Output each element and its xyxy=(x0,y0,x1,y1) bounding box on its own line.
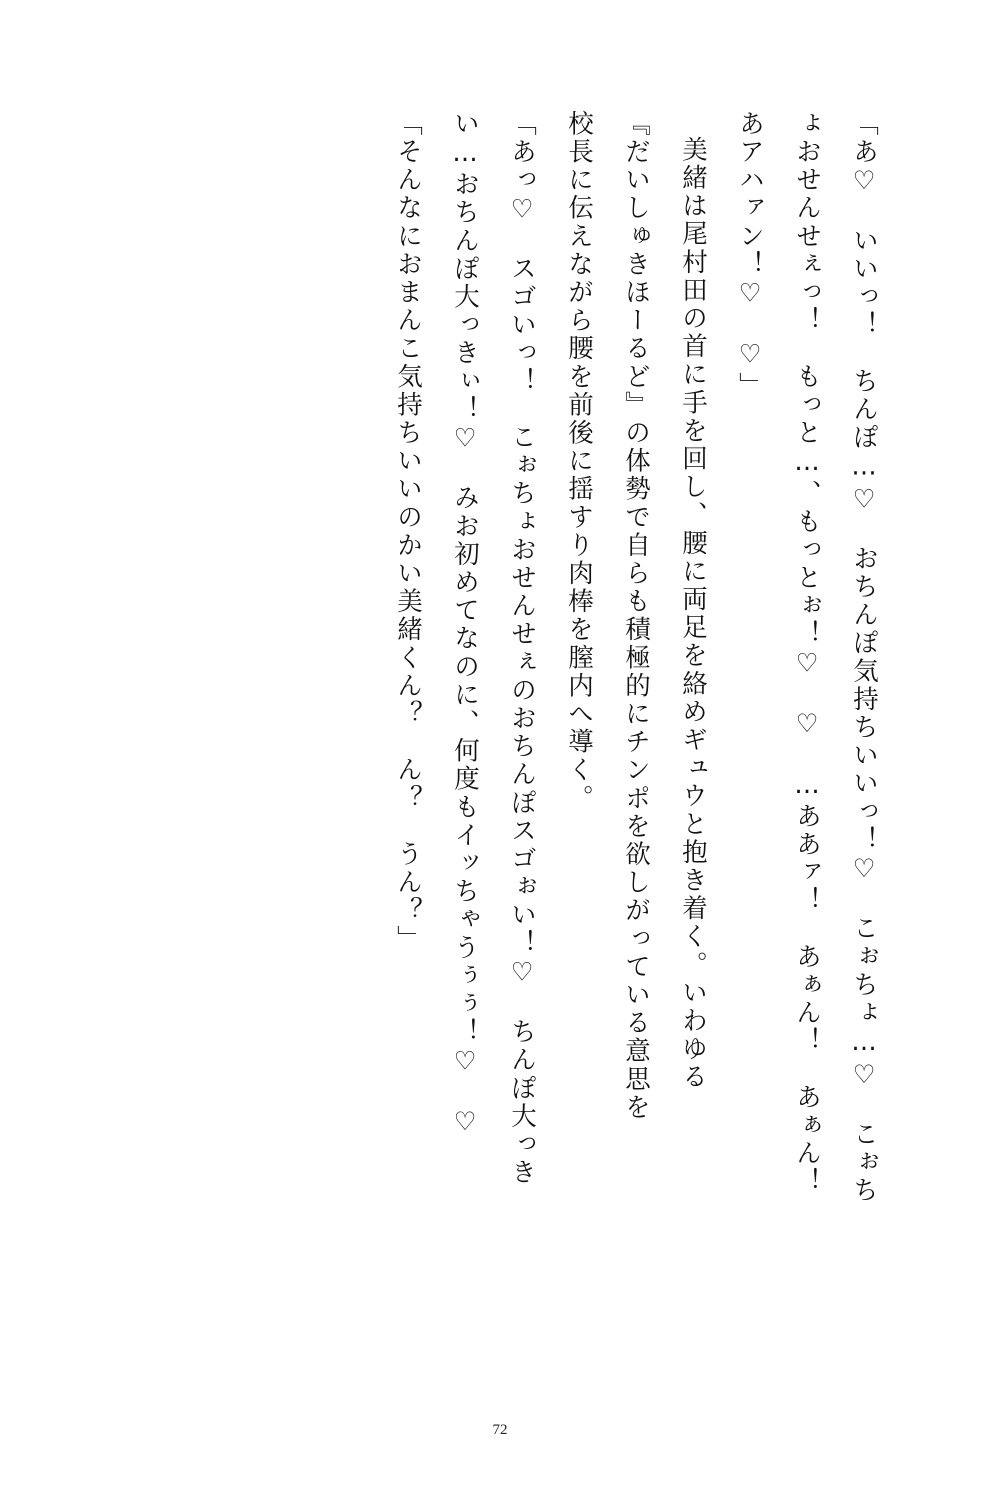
text-line: ょおせんせぇっ！ もっと…、もっとぉ！♡ ♡ …ああァ！ あぁん！ あぁん！ xyxy=(792,110,822,1196)
text-line: 校長に伝えながら腰を前後に揺すり肉棒を膣内へ導く。 xyxy=(564,110,594,813)
text-line: 美緒は尾村田の首に手を回し、腰に両足を絡めギュウと抱き着く。いわゆる xyxy=(678,136,708,1092)
text-line: 「あっ♡ スゴいっ！ こぉちょおせんせぇのおちんぽスゴぉい！♡ ちんぽ大っき xyxy=(507,110,537,1187)
text-line: 『だいしゅきほーるど』の体勢で自らも積極的にチンポを欲しがっている意思を xyxy=(621,110,651,1122)
page-number: 72 xyxy=(492,1422,508,1438)
text-line: い…おちんぽ大っきぃ！♡ みお初めてなのに、何度もイッちゃうぅぅ！♡ ♡ xyxy=(450,110,480,1140)
text-line: あアハァン！♡ ♡」 xyxy=(735,110,765,400)
text-line: 「あ♡ いいっ！ ちんぽ…♡ おちんぽ気持ちいいっ！♡ こぉちょ…♡ こぉち xyxy=(849,110,879,1205)
vertical-text-body xyxy=(102,110,892,1360)
text-line: 「そんなにおまんこ気持ちいいのかい美緒くん？ ん？ うん？」 xyxy=(393,110,423,953)
